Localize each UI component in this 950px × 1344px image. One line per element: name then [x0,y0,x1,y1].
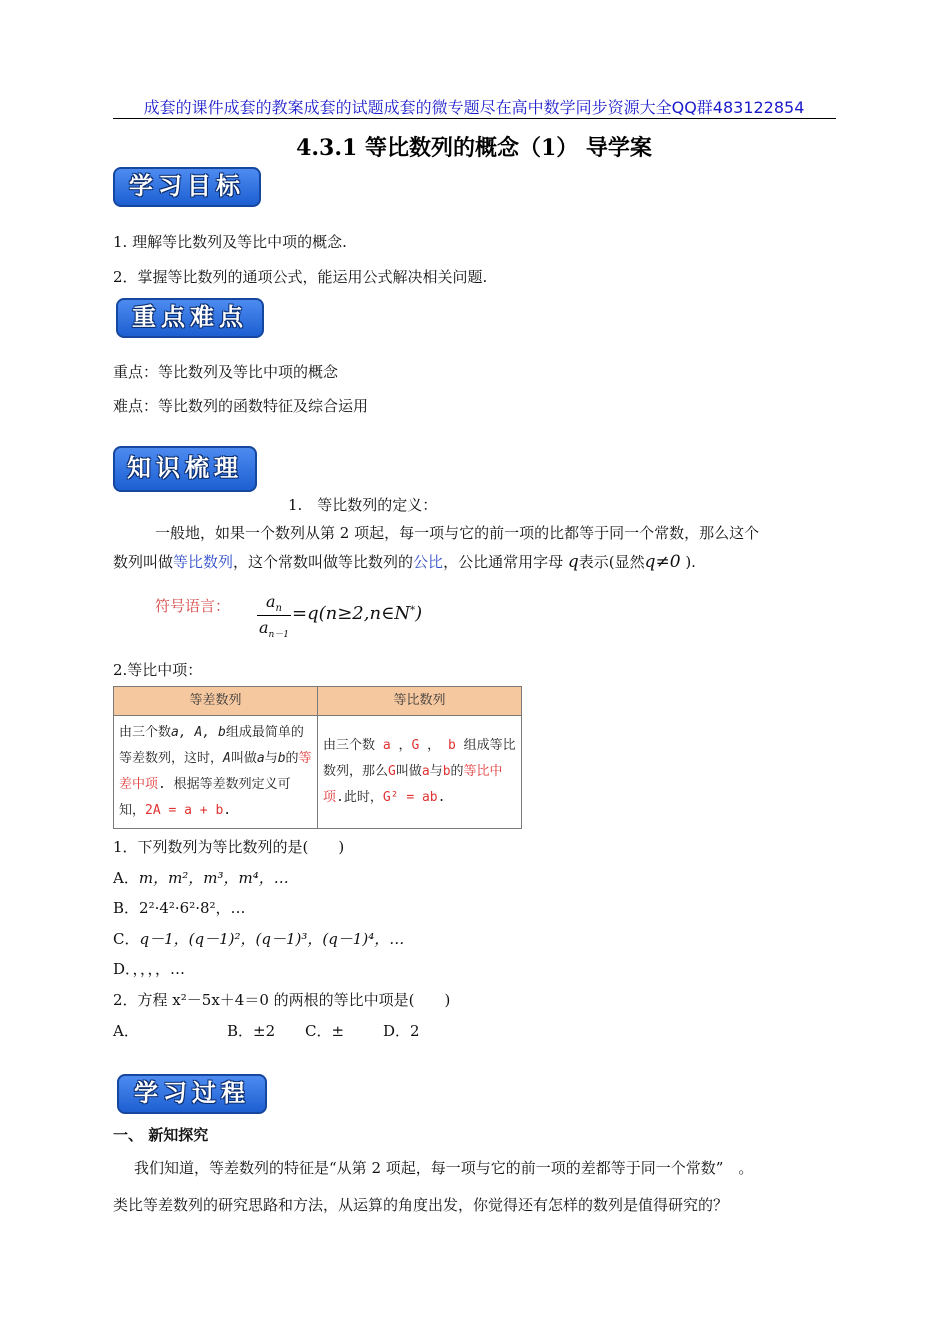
def-text-d: 表示(显然 [578,553,645,571]
q2-option-a: A． [113,1022,139,1040]
question-1: 1．下列数列为等比数列的是( ) [113,838,345,856]
q1-option-d: D．，，，，… [113,960,186,978]
difficulty-text: 难点：等比数列的函数特征及综合运用 [113,397,369,415]
process-paragraph-1: 我们知道，等差数列的特征是“从第 2 项起，每一项与它的前一项的差都等于同一个常数” 。 [134,1159,754,1177]
definition-heading: 1. 等比数列的定义： [288,496,438,514]
header-divider [113,118,836,119]
table-cell-geometric: 由三个数 a ，G ， b 组成等比数列，那么G叫做a与b的等比中项.此时，G² = ab. [318,716,522,829]
q2-option-d: D．2 [383,1022,420,1040]
q2-option-c: C．± [305,1022,345,1040]
middle-term-heading: 2.等比中项： [113,661,203,679]
def-text-c: ，公比通常用字母 [443,553,568,571]
process-paragraph-2: 类比等差数列的研究思路和方法，从运算的角度出发，你觉得还有怎样的数列是值得研究的？ [113,1196,729,1214]
badge-learning-process: 学习过程 [117,1074,267,1114]
q1-option-b: B．2²·4²·6²·8²，… [113,899,246,917]
definition-line-2 [113,552,696,572]
def-text-a: 数列叫做 [113,553,174,571]
ratio-formula: =q(n≥2,n∈N*) [292,603,423,624]
fraction-bar [257,615,291,616]
question-2: 2．方程 x²－5x＋4＝0 的两根的等比中项是( ) [113,991,451,1009]
table-header-geometric: 等比数列 [318,687,522,716]
def-text-e: ). [680,553,696,571]
def-text-b: ，这个常数叫做等比数列的 [233,553,414,571]
q1-option-c: C．q－1，(q－1)²，(q－1)³，(q－1)⁴，… [113,930,405,948]
ratio-fraction [257,592,291,641]
page-title: 4.3.1 等比数列的概念（1） 导学案 [296,135,652,161]
def-letter-q: q [567,552,579,572]
resource-header: 成套的课件成套的教案成套的试题成套的微专题尽在高中数学同步资源大全QQ群483122854 [143,98,805,117]
section-new-knowledge: 一、 新知探究 [113,1126,209,1144]
term-geometric-sequence: 等比数列 [173,553,234,571]
q2-option-b: B．±2 [227,1022,276,1040]
goal-item-1: 1. 理解等比数列及等比中项的概念. [113,233,347,251]
def-condition: q≠0 [644,552,681,572]
badge-learning-goals: 学习目标 [113,167,261,207]
badge-key-points: 重点难点 [116,298,264,338]
definition-line-1: 一般地，如果一个数列从第 2 项起，每一项与它的前一项的比都等于同一个常数，那么这个 [155,524,760,542]
badge-knowledge: 知识梳理 [113,446,257,492]
goal-item-2: 2．掌握等比数列的通项公式，能运用公式解决相关问题. [113,268,488,286]
key-point-text: 重点：等比数列及等比中项的概念 [113,363,339,381]
fraction-numerator: $a_n$ [266,592,282,615]
fraction-denominator: $a_{n-1}$ [258,618,290,641]
table-cell-arithmetic: 由三个数a, A, b组成最简单的等差数列，这时，A叫做a与b的等差中项. 根据等差数列定义可知，2A = a + b. [114,716,318,829]
table-header-arithmetic: 等差数列 [114,687,318,716]
comparison-table [113,686,522,829]
term-common-ratio: 公比 [413,553,444,571]
symbol-language-label: 符号语言： [155,597,231,615]
q1-option-a: A．m，m²，m³，m⁴，… [113,869,289,887]
